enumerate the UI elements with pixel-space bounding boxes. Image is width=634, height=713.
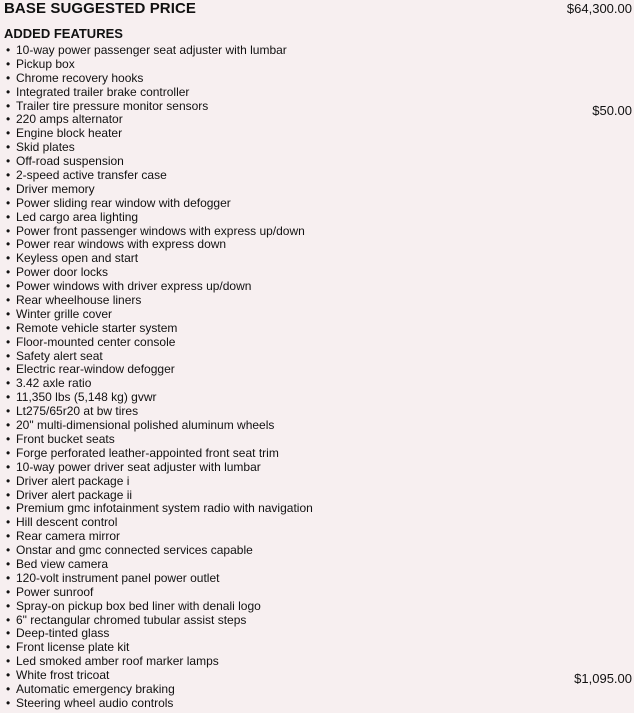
bullet-icon: •: [6, 626, 11, 641]
feature-label: Power rear windows with express down: [16, 237, 227, 252]
feature-item: [6, 600, 632, 614]
feature-item: [6, 72, 632, 86]
feature-label: 10-way power passenger seat adjuster with lumbar: [16, 43, 287, 57]
feature-label: Power sunroof: [16, 584, 94, 599]
bullet-icon: •: [6, 154, 11, 169]
feature-label: Premium gmc infotainment system radio with navigation: [16, 501, 313, 516]
feature-label: 6" rectangular chromed tubular assist steps: [16, 612, 247, 627]
feature-label: Winter grille cover: [16, 306, 113, 321]
feature-label: 220 amps alternator: [16, 112, 123, 127]
bullet-icon: •: [6, 84, 11, 99]
feature-label: Remote vehicle starter system: [16, 320, 178, 335]
feature-label: Driver memory: [16, 181, 95, 196]
feature-item: [6, 169, 632, 183]
feature-label: Power windows with driver express up/down: [16, 279, 252, 294]
bullet-icon: •: [6, 681, 11, 696]
feature-label: 11,350 lbs (5,148 kg) gvwr: [16, 390, 157, 405]
feature-item: [6, 502, 632, 516]
feature-item: [6, 322, 632, 336]
bullet-icon: •: [6, 598, 11, 613]
bullet-icon: •: [6, 570, 11, 585]
feature-item: [6, 391, 632, 405]
feature-item: [6, 544, 632, 558]
feature-item: [6, 280, 632, 294]
feature-label: Led smoked amber roof marker lamps: [16, 654, 219, 669]
feature-label: Bed view camera: [16, 556, 109, 571]
bullet-icon: •: [6, 251, 11, 266]
feature-item: [6, 336, 632, 350]
bullet-icon: •: [6, 70, 11, 85]
feature-label: Engine block heater: [16, 126, 123, 141]
bullet-icon: •: [6, 584, 11, 599]
feature-item: [6, 377, 632, 391]
feature-item: [6, 655, 632, 669]
added-features-list: [6, 44, 632, 711]
bullet-icon: •: [6, 487, 11, 502]
feature-item: [6, 252, 632, 266]
bullet-icon: •: [6, 473, 11, 488]
base-price-title: BASE SUGGESTED PRICE: [4, 0, 197, 17]
bullet-icon: •: [6, 334, 11, 349]
bullet-icon: •: [6, 668, 11, 683]
feature-item: [6, 669, 632, 683]
bullet-icon: •: [6, 501, 11, 516]
bullet-icon: •: [6, 431, 11, 446]
feature-label: Integrated trailer brake controller: [16, 84, 190, 99]
base-price-value: $64,300.00: [566, 1, 632, 16]
bullet-icon: •: [6, 43, 11, 57]
feature-label: Led cargo area lighting: [16, 209, 139, 224]
feature-label: Driver alert package ii: [16, 487, 133, 502]
bullet-icon: •: [6, 543, 11, 558]
feature-item: [6, 155, 632, 169]
bullet-icon: •: [6, 306, 11, 321]
bullet-icon: •: [6, 181, 11, 196]
bullet-icon: •: [6, 390, 11, 405]
feature-item: [6, 86, 632, 100]
feature-item: [6, 558, 632, 572]
bullet-icon: •: [6, 168, 11, 183]
bullet-icon: •: [6, 612, 11, 627]
feature-item: [6, 447, 632, 461]
feature-label: 120-volt instrument panel power outlet: [16, 570, 220, 585]
bullet-icon: •: [6, 362, 11, 377]
trailer-tire-pressure-price: $50.00: [592, 103, 632, 118]
feature-item: [6, 516, 632, 530]
feature-label: Rear wheelhouse liners: [16, 293, 142, 308]
feature-item: [6, 363, 632, 377]
feature-item: [6, 225, 632, 239]
feature-item: [6, 475, 632, 489]
bullet-icon: •: [6, 348, 11, 363]
feature-item: [6, 211, 632, 225]
bullet-icon: •: [6, 140, 11, 155]
bullet-icon: •: [6, 529, 11, 544]
white-frost-tricoat-price: $1,095.00: [574, 671, 632, 686]
feature-item: [6, 530, 632, 544]
bullet-icon: •: [6, 640, 11, 655]
feature-label: Safety alert seat: [16, 348, 103, 363]
feature-item: [6, 433, 632, 447]
feature-item: [6, 183, 632, 197]
bullet-icon: •: [6, 293, 11, 308]
feature-item: [6, 100, 632, 114]
feature-item: [6, 294, 632, 308]
feature-label: Chrome recovery hooks: [16, 70, 144, 85]
feature-label: Onstar and gmc connected services capable: [16, 543, 253, 558]
feature-label: Pickup box: [16, 56, 75, 71]
feature-label: Steering wheel audio controls: [16, 695, 174, 710]
feature-item: [6, 113, 632, 127]
feature-item: [6, 586, 632, 600]
feature-label: Floor-mounted center console: [16, 334, 176, 349]
feature-item: [6, 266, 632, 280]
feature-label: Deep-tinted glass: [16, 626, 110, 641]
feature-item: [6, 697, 632, 711]
bullet-icon: •: [6, 209, 11, 224]
bullet-icon: •: [6, 445, 11, 460]
feature-label: Power door locks: [16, 265, 109, 280]
bullet-icon: •: [6, 112, 11, 127]
bullet-icon: •: [6, 98, 11, 113]
added-features-title: ADDED FEATURES: [4, 26, 123, 41]
feature-label: Power front passenger windows with express up/down: [16, 223, 305, 238]
feature-item: [6, 197, 632, 211]
bullet-icon: •: [6, 237, 11, 252]
feature-item: [6, 238, 632, 252]
feature-label: 2-speed active transfer case: [16, 168, 167, 183]
feature-label: Lt275/65r20 at bw tires: [16, 404, 139, 419]
feature-item: [6, 141, 632, 155]
feature-item: [6, 627, 632, 641]
feature-item: [6, 683, 632, 697]
feature-item: [6, 350, 632, 364]
bullet-icon: •: [6, 279, 11, 294]
base-price-row: [4, 0, 632, 18]
bullet-icon: •: [6, 320, 11, 335]
feature-item: [6, 44, 632, 58]
feature-label: Forge perforated leather-appointed front seat trim: [16, 445, 279, 460]
feature-label: Spray-on pickup box bed liner with denali logo: [16, 598, 261, 613]
feature-item: [6, 572, 632, 586]
feature-item: [6, 308, 632, 322]
feature-label: Hill descent control: [16, 515, 118, 530]
feature-label: Automatic emergency braking: [16, 681, 175, 696]
feature-item: [6, 641, 632, 655]
feature-label: 20" multi-dimensional polished aluminum wheels: [16, 418, 275, 433]
feature-label: Skid plates: [16, 140, 75, 155]
feature-label: Driver alert package i: [16, 473, 130, 488]
feature-item: [6, 489, 632, 503]
bullet-icon: •: [6, 654, 11, 669]
bullet-icon: •: [6, 265, 11, 280]
feature-label: Power sliding rear window with defogger: [16, 195, 231, 210]
bullet-icon: •: [6, 695, 11, 710]
bullet-icon: •: [6, 223, 11, 238]
feature-item: [6, 58, 632, 72]
feature-item: [6, 461, 632, 475]
bullet-icon: •: [6, 376, 11, 391]
bullet-icon: •: [6, 515, 11, 530]
feature-label: White frost tricoat: [16, 668, 110, 683]
feature-label: 10-way power driver seat adjuster with lumbar: [16, 459, 261, 474]
bullet-icon: •: [6, 195, 11, 210]
feature-label: Trailer tire pressure monitor sensors: [16, 98, 209, 113]
bullet-icon: •: [6, 56, 11, 71]
feature-label: Front license plate kit: [16, 640, 130, 655]
bullet-icon: •: [6, 556, 11, 571]
feature-label: Keyless open and start: [16, 251, 139, 266]
feature-label: 3.42 axle ratio: [16, 376, 92, 391]
bullet-icon: •: [6, 404, 11, 419]
feature-item: [6, 405, 632, 419]
feature-item: [6, 614, 632, 628]
bullet-icon: •: [6, 459, 11, 474]
feature-label: Off-road suspension: [16, 154, 124, 169]
bullet-icon: •: [6, 418, 11, 433]
feature-item: [6, 419, 632, 433]
feature-label: Front bucket seats: [16, 431, 115, 446]
feature-item: [6, 127, 632, 141]
bullet-icon: •: [6, 126, 11, 141]
feature-label: Rear camera mirror: [16, 529, 121, 544]
feature-label: Electric rear-window defogger: [16, 362, 175, 377]
